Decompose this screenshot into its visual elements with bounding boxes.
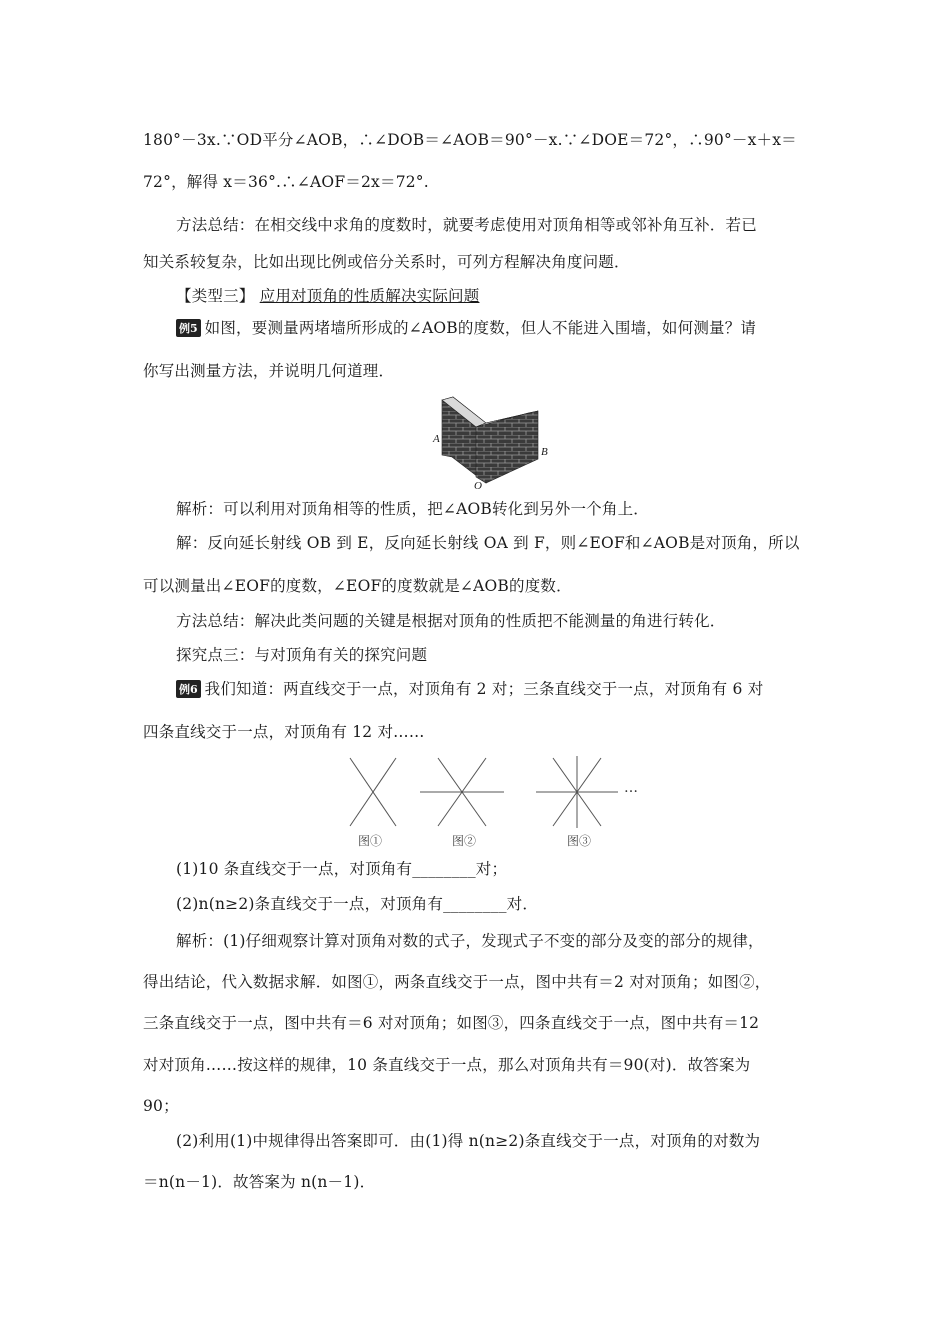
example-tag: 例5 — [176, 319, 201, 337]
solution-text: 解：反向延长射线 OB 到 E，反向延长射线 OA 到 F，则∠EOF和∠AOB是对顶角，所以 — [176, 534, 800, 552]
method-summary: 方法总结：在相交线中求角的度数时，就要考虑使用对顶角相等或邻补角互补．若已 — [176, 216, 757, 234]
text-line: 对对顶角……按这样的规律，10 条直线交于一点，那么对顶角共有＝90(对)．故答案为 — [143, 1056, 751, 1074]
point-b-label: B — [541, 446, 548, 458]
text-line: 90； — [143, 1097, 179, 1115]
figure-2-lines — [420, 758, 504, 826]
example5-text: 如图，要测量两堵墙所形成的∠AOB的度数，但人不能进入围墙，如何测量？请 — [204, 319, 757, 337]
type3-tag: 【类型三】 — [176, 287, 255, 305]
text-line: ＝n(n－1)．故答案为 n(n－1)． — [143, 1173, 376, 1191]
text-line: 三条直线交于一点，图中共有＝6 对对顶角；如图③，四条直线交于一点，图中共有＝12 — [143, 1014, 760, 1032]
figure-1-lines — [350, 758, 396, 826]
example-tag: 例6 — [176, 680, 201, 698]
text-line: 180°－3x.∵OD平分∠AOB，∴∠DOB＝∠AOB＝90°－x.∵∠DOE＝72°，∴90°－x＋x＝ — [143, 131, 797, 149]
figure-3-lines — [536, 756, 618, 828]
point-a-label: A — [433, 433, 440, 445]
example5-question — [176, 316, 756, 338]
analysis-text: 解析：(1)仔细观察计算对顶角对数的式子，发现式子不变的部分及变的部分的规律， — [176, 932, 764, 950]
point-o-label: O — [474, 480, 482, 492]
exploration-heading: 探究点三：与对顶角有关的探究问题 — [176, 646, 428, 664]
question-2: (2)n(n≥2)条直线交于一点，对顶角有________对． — [176, 895, 539, 913]
type3-title: 应用对顶角的性质解决实际问题 — [259, 287, 480, 305]
analysis-text: 解析：可以利用对顶角相等的性质，把∠AOB转化到另外一个角上． — [176, 500, 649, 518]
text-line: 可以测量出∠EOF的度数，∠EOF的度数就是∠AOB的度数． — [143, 577, 572, 595]
figure-2-caption: 图② — [452, 834, 477, 848]
ellipsis: … — [624, 780, 638, 796]
question-1: (1)10 条直线交于一点，对顶角有________对； — [176, 860, 508, 878]
answer-2-text: (2)利用(1)中规律得出答案即可．由(1)得 n(n≥2)条直线交于一点，对顶角的对数为 — [176, 1132, 761, 1150]
wall-figure — [428, 395, 558, 495]
example6-text: 我们知道：两直线交于一点，对顶角有 2 对；三条直线交于一点，对顶角有 6 对 — [204, 680, 764, 698]
method-summary: 方法总结：解决此类问题的关键是根据对顶角的性质把不能测量的角进行转化． — [176, 612, 726, 630]
intersecting-lines-figures — [338, 756, 648, 830]
text-line: 你写出测量方法，并说明几何道理． — [143, 362, 395, 380]
figure-1-caption: 图① — [358, 834, 383, 848]
text-line: 知关系较复杂，比如出现比例或倍分关系时，可列方程解决角度问题． — [143, 253, 630, 271]
text-line: 72°，解得 x＝36°.∴∠AOF＝2x＝72°. — [143, 173, 429, 191]
right-wall — [476, 411, 538, 483]
text-line: 得出结论，代入数据求解．如图①，两条直线交于一点，图中共有＝2 对对顶角；如图②， — [143, 973, 771, 991]
type3-heading — [176, 284, 479, 306]
example6-question — [176, 677, 763, 699]
text-line: 四条直线交于一点，对顶角有 12 对…… — [143, 723, 425, 741]
figure-3-caption: 图③ — [567, 834, 592, 848]
